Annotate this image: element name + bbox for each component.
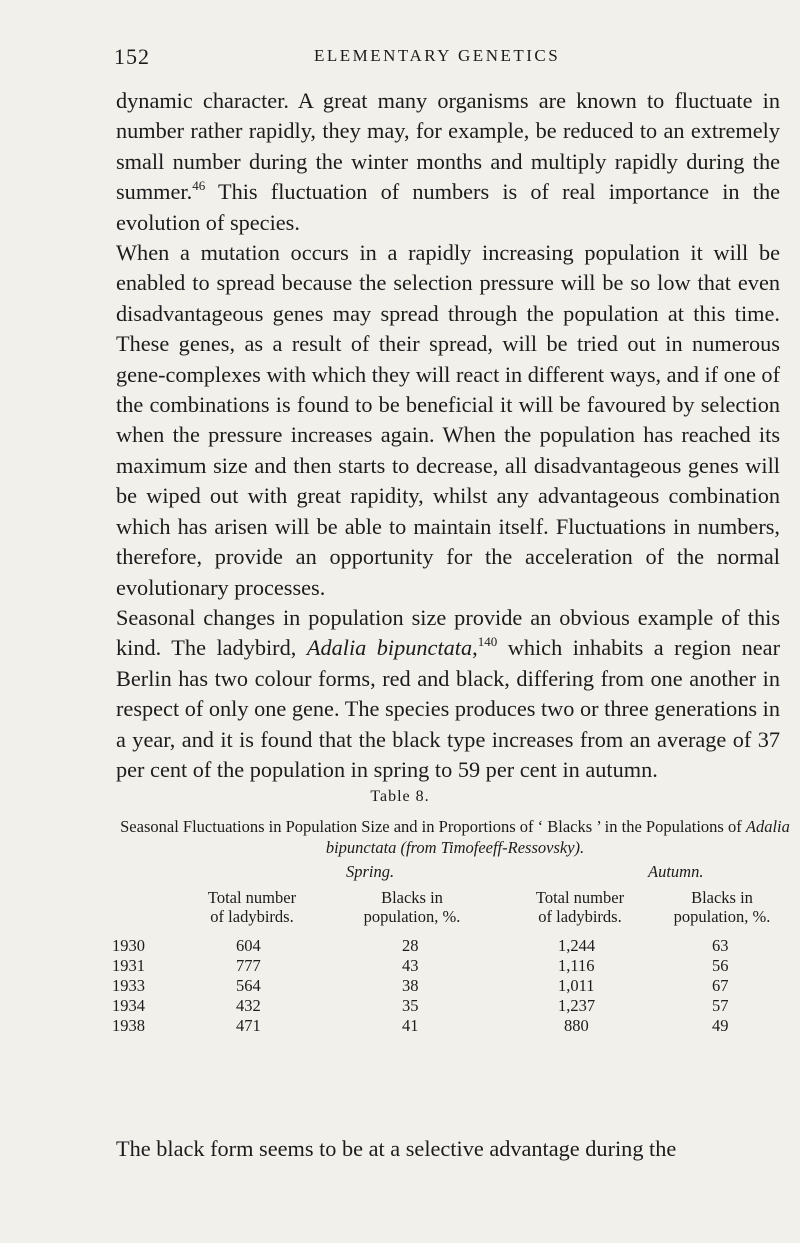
cell-spring-blacks: 41: [402, 1016, 419, 1035]
paragraph-1-end: This fluctuation of numbers is of real importance in the evolution of species.: [116, 179, 780, 235]
cell-autumn-total: 1,244: [558, 936, 596, 955]
closing-line: The black form seems to be at a selective advantage during the: [116, 1136, 677, 1161]
cell-autumn-blacks: 49: [712, 1016, 729, 1035]
cell-spring-blacks: 43: [402, 956, 419, 975]
table-caption-text: Seasonal Fluctuations in Population Size and in Proportions of ‘ Blacks ’ in the Populations of: [120, 817, 746, 836]
paragraph-2-text: When a mutation occurs in a rapidly increasing population it will be enabled to spread because the selection pressure will be so low that even disadvantageous genes may spread through the population at this time. These genes, as a result of their spread, will be tried out in numerous gene-complexes with which they will react in different ways, and if one of the combinations is found to be beneficial it will be favoured by selection when the pressure increases again. When the population has reached its maximum size and then starts to decrease, all disadvantageous genes will be wiped out with great rapidity, whilst any advantageous combination which has arisen will be able to maintain itself. Fluctuations in numbers, therefore, provide an opportunity for the acceleration of the normal evolutionary processes.: [116, 240, 780, 600]
column-header-line: Blacks in: [691, 888, 753, 907]
season-autumn-heading: Autumn.: [648, 862, 704, 881]
cell-autumn-blacks: 56: [712, 956, 729, 975]
species-name: Adalia bipunctata: [306, 635, 473, 661]
table-row: [112, 936, 800, 956]
column-header-line: population, %.: [673, 907, 771, 926]
paragraph-1-text: dynamic character. A great many organisms are known to fluctuate in number rather rapidly, they may, for example, be reduced to an extremely small number during the winter months and multiply rapidly during the summer.: [116, 88, 780, 205]
running-head: ELEMENTARY GENETICS: [314, 46, 561, 65]
table-caption-species: Adalia bipunctata: [325, 817, 790, 857]
footnote-ref-140: 140: [477, 634, 498, 650]
cell-year: 1931: [112, 956, 145, 975]
cell-spring-total: 471: [236, 1016, 261, 1035]
paragraph-1: [116, 86, 780, 238]
column-header-line: Total number: [207, 888, 297, 907]
column-header-spring-total: [152, 888, 352, 926]
cell-spring-blacks: 28: [402, 936, 419, 955]
cell-spring-total: 604: [236, 936, 261, 955]
cell-autumn-blacks: 67: [712, 976, 729, 995]
paragraph-3-end: which inhabits a region near Berlin has two colour forms, red and black, differing from one another in respect of only one gene. The species produces two or three generations in a year, and it is found that the black type increases from an average of 37 per cent of the population in spring to 59 per cent in autumn.: [116, 635, 780, 782]
footnote-ref-46: 46: [192, 178, 206, 194]
paragraph-3: Seasonal changes in population size provide an obvious example of this kind. The ladybird, Adalia bipunctata,$^{140}$ which inhabits a region near Berlin has two colour forms, red and black, differing from one another in respect of only one gene. The species produces two or three generations in a year, and it is found that the black type increases from an average of 37 per cent of the population in spring to 59 per cent in autumn.: [116, 604, 780, 782]
data-table: [112, 862, 800, 1092]
cell-autumn-blacks: 63: [712, 936, 729, 955]
column-header-line: Blacks in: [381, 888, 443, 907]
table-caption-source: (from Timofeeff-Ressovsky).: [400, 838, 585, 857]
column-header-line: of ladybirds.: [538, 907, 622, 926]
cell-year: 1930: [112, 936, 145, 955]
column-header-line: Total number: [535, 888, 625, 907]
cell-year: 1933: [112, 976, 145, 995]
cell-autumn-total: 1,237: [558, 996, 596, 1015]
body-text: [116, 86, 780, 785]
table-row: [112, 996, 800, 1016]
table-title: Table 8.: [370, 788, 430, 805]
cell-spring-blacks: 35: [402, 996, 419, 1015]
table-row: [112, 976, 800, 996]
column-header-line: population, %.: [363, 907, 461, 926]
cell-autumn-total: 1,116: [558, 956, 595, 975]
table-row: [112, 1016, 800, 1036]
column-header-spring-blacks: [332, 888, 492, 926]
page-number: 152: [114, 44, 150, 69]
cell-autumn-blacks: 57: [712, 996, 729, 1015]
paragraph-2: [116, 238, 780, 603]
cell-autumn-total: 880: [564, 1016, 589, 1035]
page-header: [114, 44, 794, 74]
paragraph-3-start: Seasonal changes in population size provide an obvious example of this kind. The ladybird,: [116, 604, 780, 661]
column-header-autumn-blacks: [632, 888, 800, 926]
season-spring-heading: Spring.: [346, 862, 395, 881]
table-caption: [110, 816, 800, 858]
cell-autumn-total: 1,011: [558, 976, 595, 995]
table-row: [112, 956, 800, 976]
cell-spring-blacks: 38: [402, 976, 419, 995]
cell-spring-total: 432: [236, 996, 261, 1015]
cell-spring-total: 564: [236, 976, 261, 995]
cell-year: 1938: [112, 1016, 145, 1035]
cell-year: 1934: [112, 996, 145, 1015]
column-header-line: of ladybirds.: [210, 907, 294, 926]
cell-spring-total: 777: [236, 956, 261, 975]
